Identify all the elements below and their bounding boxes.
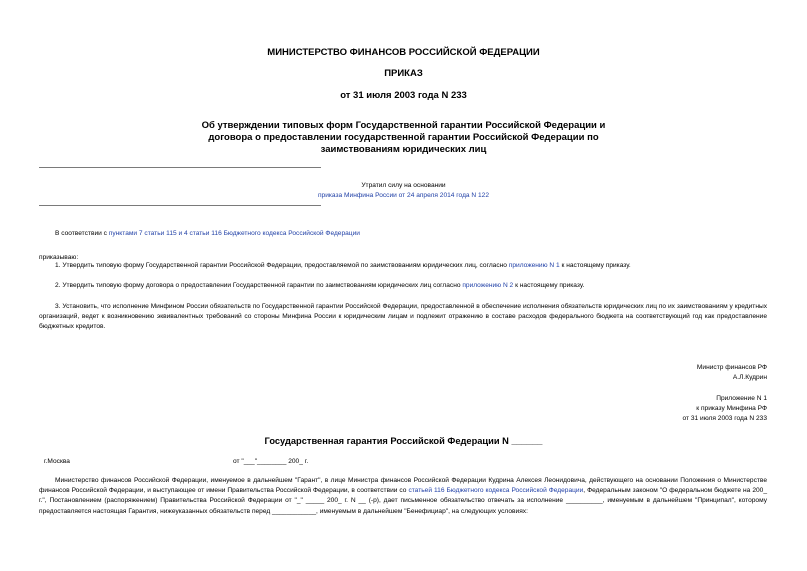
order-date: от 31 июля 2003 года N 233: [340, 90, 467, 101]
ministry-heading: МИНИСТЕРСТВО ФИНАНСОВ РОССИЙСКОЙ ФЕДЕРАЦИИ: [267, 47, 540, 58]
lost-force-note: Утратил силу на основании: [361, 182, 446, 189]
order-title-line: заимствованиям юридических лиц: [320, 144, 487, 155]
signer-name: А.Л.Кудрин: [732, 374, 767, 382]
appendix-1-link[interactable]: приложению N 1: [508, 262, 560, 269]
guarantee-paragraph: [39, 476, 767, 517]
divider-bottom: [39, 205, 321, 206]
guarantee-title: Государственная гарантия Российской Федерации N ______: [264, 436, 543, 446]
item-1: [55, 261, 767, 271]
appendix-2-link[interactable]: приложению N 2: [462, 282, 514, 289]
intro-text: В соответствии с: [55, 230, 109, 237]
item-1-suffix: к настоящему приказу.: [559, 262, 631, 269]
item-1-text: 1. Утвердить типовую форму Государственной гарантии Российской Федерации, предоставляемой по заимствованиям юридических лиц, согласно: [55, 262, 509, 269]
intro-paragraph: [55, 229, 767, 239]
appendix-date: от 31 июля 2003 года N 233: [682, 415, 767, 423]
order-word: приказываю:: [39, 254, 79, 261]
guarantee-text: Министерство финансов Российской Федерации, именуемое в дальнейшем "Гарант", в лице Министра финансов Российской Федерации Кудрина Алексея Леонидовича, действующего на основании Положения о Министерстве финансов Российской Федерации, и выступающее от имени Правительства Российской Федерации, в соответствии со: [39, 477, 767, 495]
order-title: [0, 120, 807, 156]
appendix-label: Приложение N 1: [716, 395, 767, 402]
item-3: 3. Установить, что исполнение Минфином России обязательств по Государственной гарантии Российской Федерации, предоставленной в обеспечение исполнения обязательств юридических лиц по их заимствованиям у кредитных организаций, ведет к возникновению эквивалентных требований со стороны Минфина России к юридическим лицам и подлежит отражению в составе расходов федерального бюджета на соответствующий год как предоставление бюджетных кредитов.: [39, 303, 767, 331]
order-heading: ПРИКАЗ: [384, 68, 423, 79]
divider-top: [39, 167, 321, 168]
order-title-line: Об утверждении типовых форм Государственной гарантии Российской Федерации и: [201, 120, 606, 131]
guarantee-city: г.Москва: [44, 458, 70, 465]
guarantee-text-suffix: , Федеральным законом "О федеральном бюджете на 200_ г.", Постановлением (распоряжением) Правительства Российской Федерации от "_" _____ 200_ г. N __ (-р), дает письменное обязательство отвечать за исполнение __________, именуемым в дальнейшем "Принципал", которому предоставляется настоящая Гарантия, нижеуказанных обязательств перед ____________, именуемым в дальнейшем "Бенефициар", на следующих условиях:: [39, 487, 767, 515]
budget-code-link[interactable]: пунктами 7 статьи 115 и 4 статьи 116 Бюджетного кодекса Российской Федерации: [108, 230, 360, 237]
article-116-link[interactable]: статьей 116 Бюджетного кодекса Российской Федерации: [408, 487, 584, 495]
appendix-order-ref: к приказу Минфина РФ: [696, 405, 767, 413]
item-2: [55, 281, 767, 291]
signature-block: [697, 363, 767, 383]
appendix-block: [683, 394, 768, 425]
order-title-line: договора о предоставлении государственной гарантии Российской Федерации по: [208, 132, 599, 143]
signer-position: Министр финансов РФ: [696, 364, 767, 371]
guarantee-date-line: от "___"________ 200_ г.: [233, 458, 309, 465]
item-2-suffix: к настоящему приказу.: [513, 282, 585, 289]
lost-force-link[interactable]: приказа Минфина России от 24 апреля 2014 года N 122: [317, 192, 490, 199]
item-2-text: 2. Утвердить типовую форму договора о предоставлении Государственной гарантии по заимствованиям юридических лиц согласно: [55, 282, 463, 289]
